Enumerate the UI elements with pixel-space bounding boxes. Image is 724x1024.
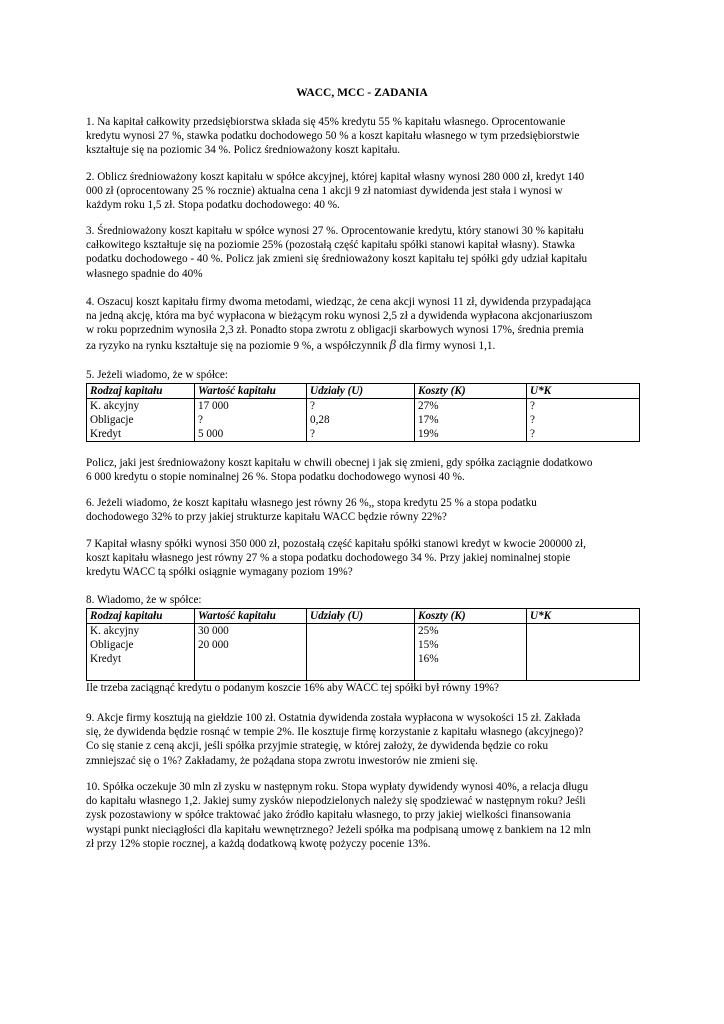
task-8-line: Ile trzeba zaciągnąć kredytu o podanym koszcie 16% aby WACC tej spółki był równy 19%? [86,682,499,694]
task-1-line: kredytu wynosi 27 %, stawka podatku dochodowego 50 % a koszt kapitału własnego w tym przedsiębiorstwie [86,130,580,143]
header-capital-type: Rodzaj kapitału [87,384,195,399]
header-shares: Udziały (U) [307,609,415,624]
task-4-text-end: dla firmy wynosi 1,1. [399,339,496,352]
header-shares: Udziały (U) [307,384,415,399]
task-7-line: 7 Kapitał własny spółki wynosi 350 000 zł, pozostałą część kapitału spółki stanowi kredyt w kwocie 200000 zł, [86,538,586,550]
task-10-line: wystąpi punkt nieciągłości dla kapitału wewnętrznego? Jeżeli spółka ma podpisaną umowę z bankiem na 12 mln [86,823,591,836]
task-4-line: na jedną akcję, która ma być wypłacona w bieżącym roku wynosi 2,5 zł a dywidenda wypłacona akcjonariuszom [86,310,593,323]
cell-line: 15% [418,639,439,651]
task-4-line: w roku poprzednim wynosiła 2,3 zł. Ponadto stopa zwrotu z obligacji skarbowych wynosi 17%, średnia premia [86,324,584,337]
task-3 [86,224,646,281]
cell-line: 27% [418,400,439,412]
table-cell [415,399,527,442]
task-2 [86,170,646,213]
cell-line: 17% [418,414,439,426]
task-5-line: 6 000 kredytu o stopie nominalnej 26 %. Stopa podatku dochodowego wynosi 40 %. [86,471,465,484]
cell-line: Obligacje [90,639,134,651]
cell-line: 17 000 [198,400,229,412]
table-cell [527,399,640,442]
cell-line: ? [198,414,203,426]
task-6-line: dochodowego 32% to przy jakiej strukturze kapitału WACC będzie równy 22%? [86,511,447,524]
cell-line: 0,28 [310,414,330,426]
task-2-line: 000 zł (oprocentowany 25 % rocznie) aktualna cena 1 akcji 9 zł natomiast dywidenda jest stała i wynosi w [86,185,563,198]
task-1-line: kształtuje się na poziomic 34 %. Policz średnioważony koszt kapitału. [86,144,401,157]
cell-line: ? [530,414,535,426]
table-cell [415,624,527,681]
task-10-line: zysk pozostawiony w spółce traktować jako źródło kapitału własnego, to przy jakiej wielkości finansowania [86,809,571,822]
cell-line: 19% [418,428,439,440]
task-10-line: zł przy 12% stopie rocznej, a każdą dodatkową kwotę pożyczy pocenie 13%. [86,837,431,850]
task-7-line: kredytu WACC tą spółki osiągnie wymagany poziom 19%? [86,566,353,579]
cell-line: 20 000 [198,639,229,651]
task-4-text: za ryzyko na rynku kształtuje się na poziomie 9 %, a współczynnik [86,339,387,352]
header-capital-type: Rodzaj kapitału [87,609,195,624]
task-5-intro-text: 5. Jeżeli wiadomo, że w spółce: [86,369,228,381]
task-9-line: 9. Akcje firmy kosztują na giełdzie 100 zł. Ostatnia dywidenda została wypłacona w wysokości 15 zł. Zakłada [86,712,581,724]
table-row [87,624,640,681]
cell-line: ? [310,400,315,412]
capital-table-5 [86,383,640,442]
table-cell [195,399,307,442]
header-costs: Koszty (K) [415,609,527,624]
header-costs: Koszty (K) [415,384,527,399]
task-1-line: 1. Na kapitał całkowity przedsiębiorstwa składa się 45% kredytu 55 % kapitału własnego. Oprocentowanie [86,116,566,128]
header-uk: U*K [527,384,640,399]
task-3-line: 3. Średnioważony koszt kapitału w spółce wynosi 27 %. Oprocentowanie kredytu, który stanowi 30 % kapitału [86,225,584,237]
cell-line: ? [310,428,315,440]
cell-line: 5 000 [198,428,224,440]
task-2-line: każdym roku 1,5 zł. Stopa podatku dochodowego: 40 %. [86,199,340,212]
table-cell [195,624,307,681]
table-cell [87,399,195,442]
task-10-line: do kapitału własnego 1,2. Jakiej sumy zysków niepodzielonych należy się spodziewać w następnym roku? Jeśli [86,795,586,808]
task-9-line: się, że dywidenda będzie rosnąć w tempie 2%. Ile kosztuje firmę korzystanie z kapitału własnego (akcyjnego)? [86,726,584,739]
task-8-intro [86,593,646,607]
table-cell [307,624,415,681]
cell-line: 16% [418,653,439,665]
task-3-line: podatku dochodowego - 40 %. Policz jak zmieni się średnioważony koszt kapitału tej spółki gdy udział kapitału [86,253,588,266]
task-6-line: 6. Jeżeli wiadomo, że koszt kapitału własnego jest równy 26 %,, stopa kredytu 25 % a stopa podatku [86,497,537,509]
cell-line: 30 000 [198,625,229,637]
document-title: WACC, MCC - ZADANIA [296,87,428,99]
cell-line: ? [530,400,535,412]
task-9 [86,711,646,768]
table-header-row [87,384,640,399]
task-3-line: całkowitego kształtuje się na poziomie 25% (pozostałą część kapitału spółki stanowi kapitał własny). Stawka [86,239,576,252]
task-6 [86,496,646,524]
capital-table-8 [86,608,640,681]
task-4-line [86,338,646,353]
table-cell [87,624,195,681]
cell-line: Kredyt [90,653,122,665]
cell-line: 25% [418,625,439,637]
task-5-intro [86,368,646,382]
task-9-line: zmniejszać się o 1%? Zakładamy, że pożądana stopa zwrotu inwestorów nie zmieni się. [86,754,478,767]
cell-line: Kredyt [90,428,122,440]
beta-symbol: β [389,337,397,352]
table-row [87,399,640,442]
task-7-line: koszt kapitału własnego jest równy 27 % a stopa podatku dochodowego 34 %. Przy jakiej nominalnej stopie [86,552,571,565]
cell-line: Obligacje [90,414,134,426]
table-cell [527,624,640,681]
cell-line: ? [530,428,535,440]
header-uk: U*K [527,609,640,624]
task-4-line: 4. Oszacuj koszt kapitału firmy dwoma metodami, wiedząc, że cena akcji wynosi 11 zł, dywidenda przypadająca [86,296,592,308]
cell-line: K. akcyjny [90,400,140,412]
task-4 [86,295,646,353]
cell-line: K. akcyjny [90,625,140,637]
header-capital-value: Wartość kapitału [195,384,307,399]
table-cell [307,399,415,442]
task-7 [86,537,646,580]
table-header-row [87,609,640,624]
task-2-line: 2. Oblicz średnioważony koszt kapitału w spółce akcyjnej, której kapitał własny wynosi 280 000 zł, kredyt 140 [86,171,585,183]
task-9-line: Co się stanie z ceną akcji, jeśli spółka przyjmie strategię, w której założy, że dywidenda będzie co roku [86,740,549,753]
task-3-line: własnego spadnie do 40% [86,267,203,280]
task-8-question [86,681,646,695]
task-5-question [86,456,646,484]
task-5-line: Policz, jaki jest średnioważony koszt kapitału w chwili obecnej i jak się zmieni, gdy spółka zaciągnie dodatkowo [86,457,593,469]
task-10-line: 10. Spółka oczekuje 30 mln zł zysku w następnym roku. Stopa wypłaty dywidendy wynosi 40%, a relacja długu [86,781,589,793]
task-1 [86,115,646,158]
task-8-intro-text: 8. Wiadomo, że w spółce: [86,594,202,606]
header-capital-value: Wartość kapitału [195,609,307,624]
task-10 [86,780,646,851]
